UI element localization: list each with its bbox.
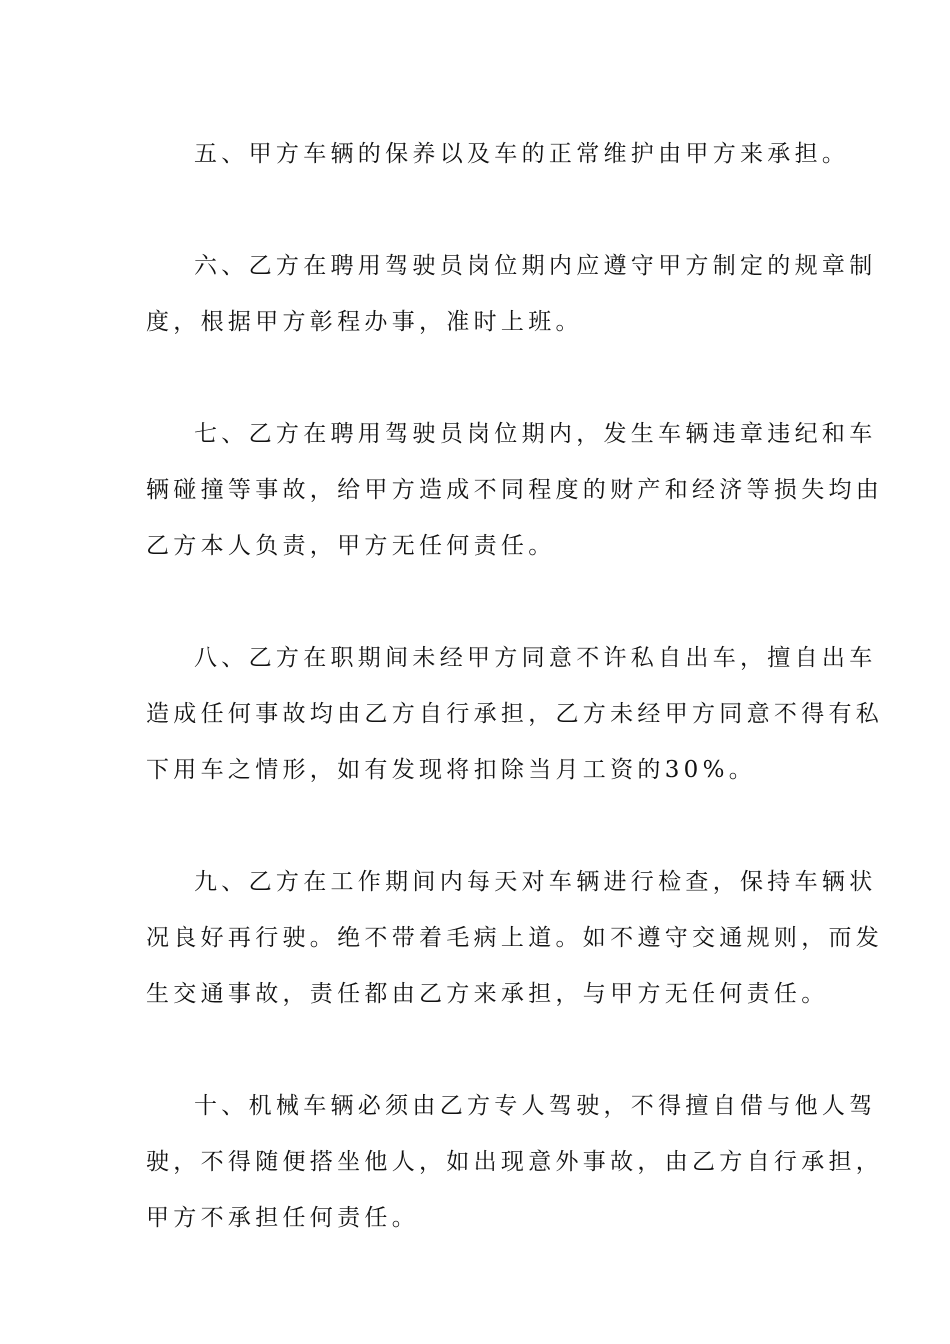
paragraph-line: 生交通事故，责任都由乙方来承担，与甲方无任何责任。 (146, 981, 829, 1007)
paragraph-line: 况良好再行驶。绝不带着毛病上道。如不遵守交通规则，而发 (146, 925, 884, 951)
paragraph-line: 六、乙方在聘用驾驶员岗位期内应遵守甲方制定的规章制 (194, 253, 877, 279)
paragraph-spacing (146, 1022, 806, 1078)
paragraph-line: 九、乙方在工作期间内每天对车辆进行检查，保持车辆状 (194, 869, 877, 895)
paragraph-line: 十、机械车辆必须由乙方专人驾驶，不得擅自借与他人驾 (194, 1093, 877, 1119)
paragraph-spacing (146, 798, 806, 854)
clause-6-paragraph (146, 238, 877, 350)
clause-10-paragraph (146, 1078, 884, 1246)
clause-5-paragraph (146, 126, 850, 182)
paragraph-line: 驶，不得随便搭坐他人，如出现意外事故，由乙方自行承担， (146, 1149, 884, 1175)
paragraph-spacing (146, 350, 806, 406)
document-body (146, 126, 884, 1246)
clause-8-paragraph (146, 630, 884, 798)
clause-9-paragraph (146, 854, 884, 1022)
paragraph-line: 下用车之情形，如有发现将扣除当月工资的30%。 (146, 757, 757, 783)
paragraph-line: 乙方本人负责，甲方无任何责任。 (146, 533, 556, 559)
paragraph-line: 甲方不承担任何责任。 (146, 1205, 419, 1231)
paragraph-line: 造成任何事故均由乙方自行承担，乙方未经甲方同意不得有私 (146, 701, 884, 727)
clause-7-paragraph (146, 406, 884, 574)
paragraph-line: 七、乙方在聘用驾驶员岗位期内，发生车辆违章违纪和车 (194, 421, 877, 447)
paragraph-line: 八、乙方在职期间未经甲方同意不许私自出车，擅自出车 (194, 645, 877, 671)
paragraph-spacing (146, 574, 806, 630)
paragraph-line: 辆碰撞等事故，给甲方造成不同程度的财产和经济等损失均由 (146, 477, 884, 503)
paragraph-line: 度，根据甲方彰程办事，准时上班。 (146, 309, 583, 335)
paragraph-spacing (146, 182, 806, 238)
paragraph-line: 五、甲方车辆的保养以及车的正常维护由甲方来承担。 (194, 141, 850, 167)
